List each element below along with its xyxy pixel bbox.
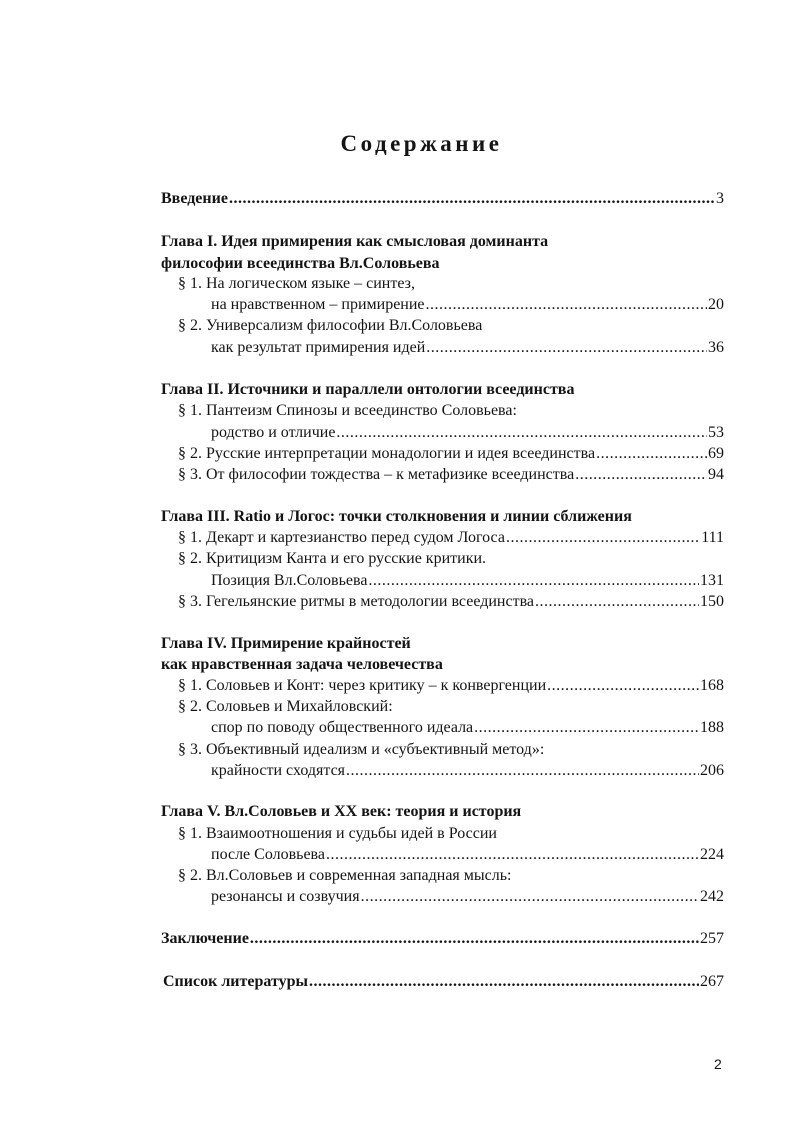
toc-conclusion[interactable] bbox=[161, 929, 724, 949]
chapter-3-section-1-page: 111 bbox=[701, 529, 724, 546]
chapter-2-section-2-label: § 2. Русские интерпретации монадологии и идея всеединства bbox=[178, 445, 596, 462]
chapter-2-section-3-page: 94 bbox=[708, 466, 724, 483]
chapter-1-section-2-page: 36 bbox=[708, 339, 724, 356]
chapter-2-section-2-page: 69 bbox=[708, 445, 724, 462]
chapter-2-section-2[interactable] bbox=[178, 444, 724, 464]
chapter-3-section-3-page: 150 bbox=[700, 593, 724, 610]
chapter-1-section-2-line1: § 2. Универсализм философии Вл.Соловьева bbox=[178, 317, 483, 334]
dot-leader bbox=[535, 592, 699, 612]
chapter-4-section-3-line2: крайности сходятся bbox=[211, 762, 346, 779]
chapter-3-section-2[interactable] bbox=[211, 571, 724, 591]
chapter-3-section-2-page: 131 bbox=[700, 572, 724, 589]
toc-intro-label: Введение bbox=[161, 190, 228, 207]
chapter-1-heading-line2: философии всеединства Вл.Соловьева bbox=[161, 255, 440, 272]
chapter-2-section-1-line1: § 1. Пантеизм Спинозы и всеединство Соловьева: bbox=[178, 402, 517, 419]
chapter-3-heading-line1: Глава III. Ratio и Логос: точки столкновения и линии сближения bbox=[161, 508, 632, 525]
chapter-4-section-3[interactable] bbox=[211, 761, 724, 781]
chapter-4-section-1-label: § 1. Соловьев и Конт: через критику – к конвергенции bbox=[178, 677, 547, 694]
dot-leader bbox=[309, 972, 699, 992]
chapter-1-heading-line1: Глава I. Идея примирения как смысловая доминанта bbox=[161, 233, 549, 250]
chapter-3-section-3[interactable] bbox=[178, 592, 724, 612]
chapter-1-section-2-line2: как результат примирения идей bbox=[211, 339, 426, 356]
dot-leader bbox=[426, 295, 707, 315]
chapter-5-section-1-line2: после Соловьева bbox=[211, 846, 325, 863]
page-title: Содержание bbox=[340, 131, 503, 156]
toc-intro-page: 3 bbox=[716, 190, 724, 207]
chapter-1-section-1-line2: на нравственном – примирение bbox=[211, 296, 425, 313]
dot-leader bbox=[346, 761, 699, 781]
page-number: 2 bbox=[714, 1056, 722, 1072]
chapter-2-section-1-line2: родство и отличие bbox=[211, 424, 336, 441]
chapter-4-section-1[interactable] bbox=[178, 676, 724, 696]
dot-leader bbox=[575, 465, 707, 485]
chapter-1-section-1-line1: § 1. На логическом языке – синтез, bbox=[178, 275, 415, 292]
chapter-3-section-2-line2: Позиция Вл.Соловьева bbox=[211, 572, 368, 589]
chapter-5-section-2-page: 242 bbox=[700, 888, 724, 905]
chapter-1-section-2[interactable] bbox=[211, 338, 724, 358]
chapter-4-heading-line2: как нравственная задача человечества bbox=[161, 656, 443, 673]
chapter-3-section-3-label: § 3. Гегельянские ритмы в методологии всеединства bbox=[178, 593, 535, 610]
chapter-5-section-2-line1: § 2. Вл.Соловьев и современная западная мысль: bbox=[178, 867, 512, 884]
dot-leader bbox=[596, 444, 707, 464]
chapter-5-section-2-line2: резонансы и созвучия bbox=[211, 888, 360, 905]
chapter-2-section-3[interactable] bbox=[178, 465, 724, 485]
chapter-4-section-1-page: 168 bbox=[700, 677, 724, 694]
dot-leader bbox=[368, 571, 699, 591]
dot-leader bbox=[547, 676, 699, 696]
toc-bibliography[interactable] bbox=[163, 972, 724, 992]
chapter-1-section-1-page: 20 bbox=[708, 296, 724, 313]
toc-bibliography-label: Список литературы bbox=[163, 973, 308, 990]
toc-conclusion-page: 257 bbox=[700, 930, 724, 947]
dot-leader bbox=[326, 845, 699, 865]
chapter-3-section-2-line1: § 2. Критицизм Канта и его русские критики. bbox=[178, 550, 487, 567]
toc-bibliography-page: 267 bbox=[700, 973, 724, 990]
dot-leader bbox=[336, 423, 707, 443]
chapter-5-section-1[interactable] bbox=[211, 845, 724, 865]
chapter-2-section-3-label: § 3. От философии тождества – к метафизике всеединства bbox=[178, 466, 575, 483]
chapter-4-section-2-page: 188 bbox=[700, 719, 724, 736]
dot-leader bbox=[426, 338, 707, 358]
chapter-2-section-1[interactable] bbox=[211, 423, 724, 443]
chapter-4-section-2-line1: § 2. Соловьев и Михайловский: bbox=[178, 698, 393, 715]
dot-leader bbox=[250, 929, 699, 949]
chapter-1-section-1[interactable] bbox=[211, 295, 724, 315]
chapter-5-section-2[interactable] bbox=[211, 887, 724, 907]
chapter-2-heading-line1: Глава II. Источники и параллели онтологии всеединства bbox=[161, 381, 575, 398]
chapter-3-section-1[interactable] bbox=[178, 528, 724, 548]
dot-leader bbox=[361, 887, 699, 907]
chapter-4-heading-line1: Глава IV. Примирение крайностей bbox=[161, 635, 411, 652]
dot-leader bbox=[229, 189, 715, 209]
chapter-5-section-1-line1: § 1. Взаимоотношения и судьбы идей в России bbox=[178, 825, 497, 842]
toc-conclusion-label: Заключение bbox=[161, 930, 249, 947]
chapter-3-section-1-label: § 1. Декарт и картезианство перед судом Логоса bbox=[178, 529, 505, 546]
dot-leader bbox=[506, 528, 700, 548]
chapter-5-section-1-page: 224 bbox=[700, 846, 724, 863]
dot-leader bbox=[474, 718, 699, 738]
chapter-2-section-1-page: 53 bbox=[708, 424, 724, 441]
toc-intro[interactable] bbox=[161, 189, 724, 209]
chapter-5-heading-line1: Глава V. Вл.Соловьев и XX век: теория и история bbox=[161, 803, 522, 820]
chapter-4-section-2[interactable] bbox=[211, 718, 724, 738]
chapter-4-section-3-page: 206 bbox=[700, 762, 724, 779]
chapter-4-section-3-line1: § 3. Объективный идеализм и «субъективный метод»: bbox=[178, 741, 545, 758]
chapter-4-section-2-line2: спор по поводу общественного идеала bbox=[211, 719, 474, 736]
